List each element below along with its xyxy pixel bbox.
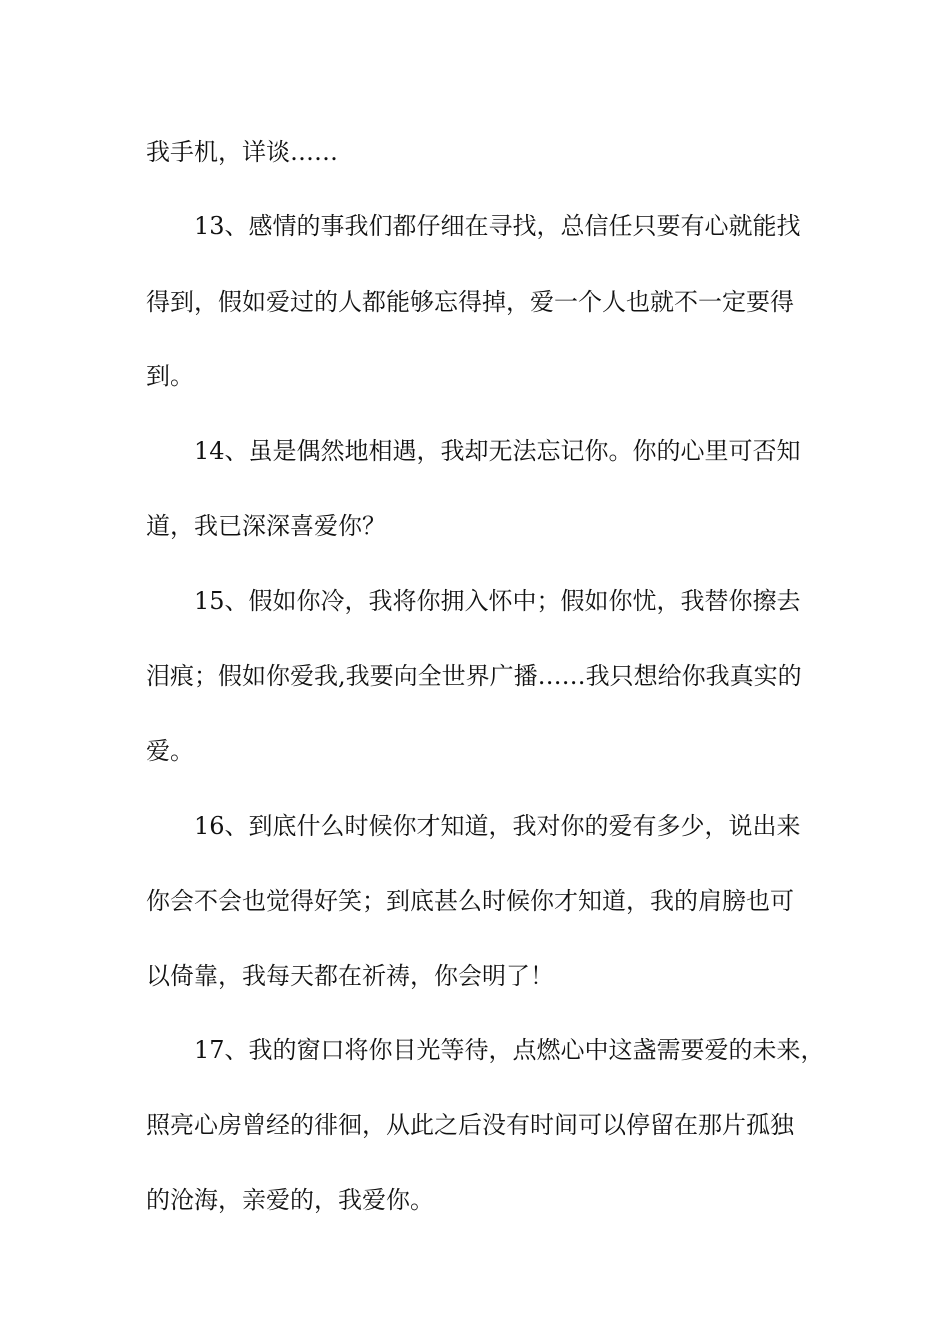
paragraph-15-line-2: 泪痕；假如你爱我,我要向全世界广播……我只想给你我真实的 <box>146 662 802 690</box>
paragraph-14-line-2: 道，我已深深喜爱你？ <box>146 512 386 540</box>
paragraph-15-line-1: 15、假如你冷，我将你拥入怀中；假如你忧，我替你擦去 <box>194 587 801 615</box>
paragraph-16-line-3: 以倚靠，我每天都在祈祷，你会明了！ <box>146 962 554 990</box>
paragraph-16-line-1: 16、到底什么时候你才知道，我对你的爱有多少，说出来 <box>194 812 801 840</box>
paragraph-15-line-3: 爱。 <box>146 737 194 765</box>
paragraph-13-line-3: 到。 <box>146 362 194 390</box>
paragraph-14-line-1: 14、虽是偶然地相遇，我却无法忘记你。你的心里可否知 <box>194 437 801 465</box>
paragraph-17-line-1: 17、我的窗口将你目光等待，点燃心中这盏需要爱的未来， <box>194 1036 825 1064</box>
paragraph-13-line-1: 13、感情的事我们都仔细在寻找，总信任只要有心就能找 <box>194 212 801 240</box>
paragraph-16-line-2: 你会不会也觉得好笑；到底甚么时候你才知道，我的肩膀也可 <box>146 887 794 915</box>
paragraph-17-line-2: 照亮心房曾经的徘徊，从此之后没有时间可以停留在那片孤独 <box>146 1111 794 1139</box>
paragraph-17-line-3: 的沧海，亲爱的，我爱你。 <box>146 1186 434 1214</box>
paragraph-12-line-tail: 我手机，详谈…… <box>146 138 338 166</box>
paragraph-13-line-2: 得到，假如爱过的人都能够忘得掉，爱一个人也就不一定要得 <box>146 288 794 316</box>
